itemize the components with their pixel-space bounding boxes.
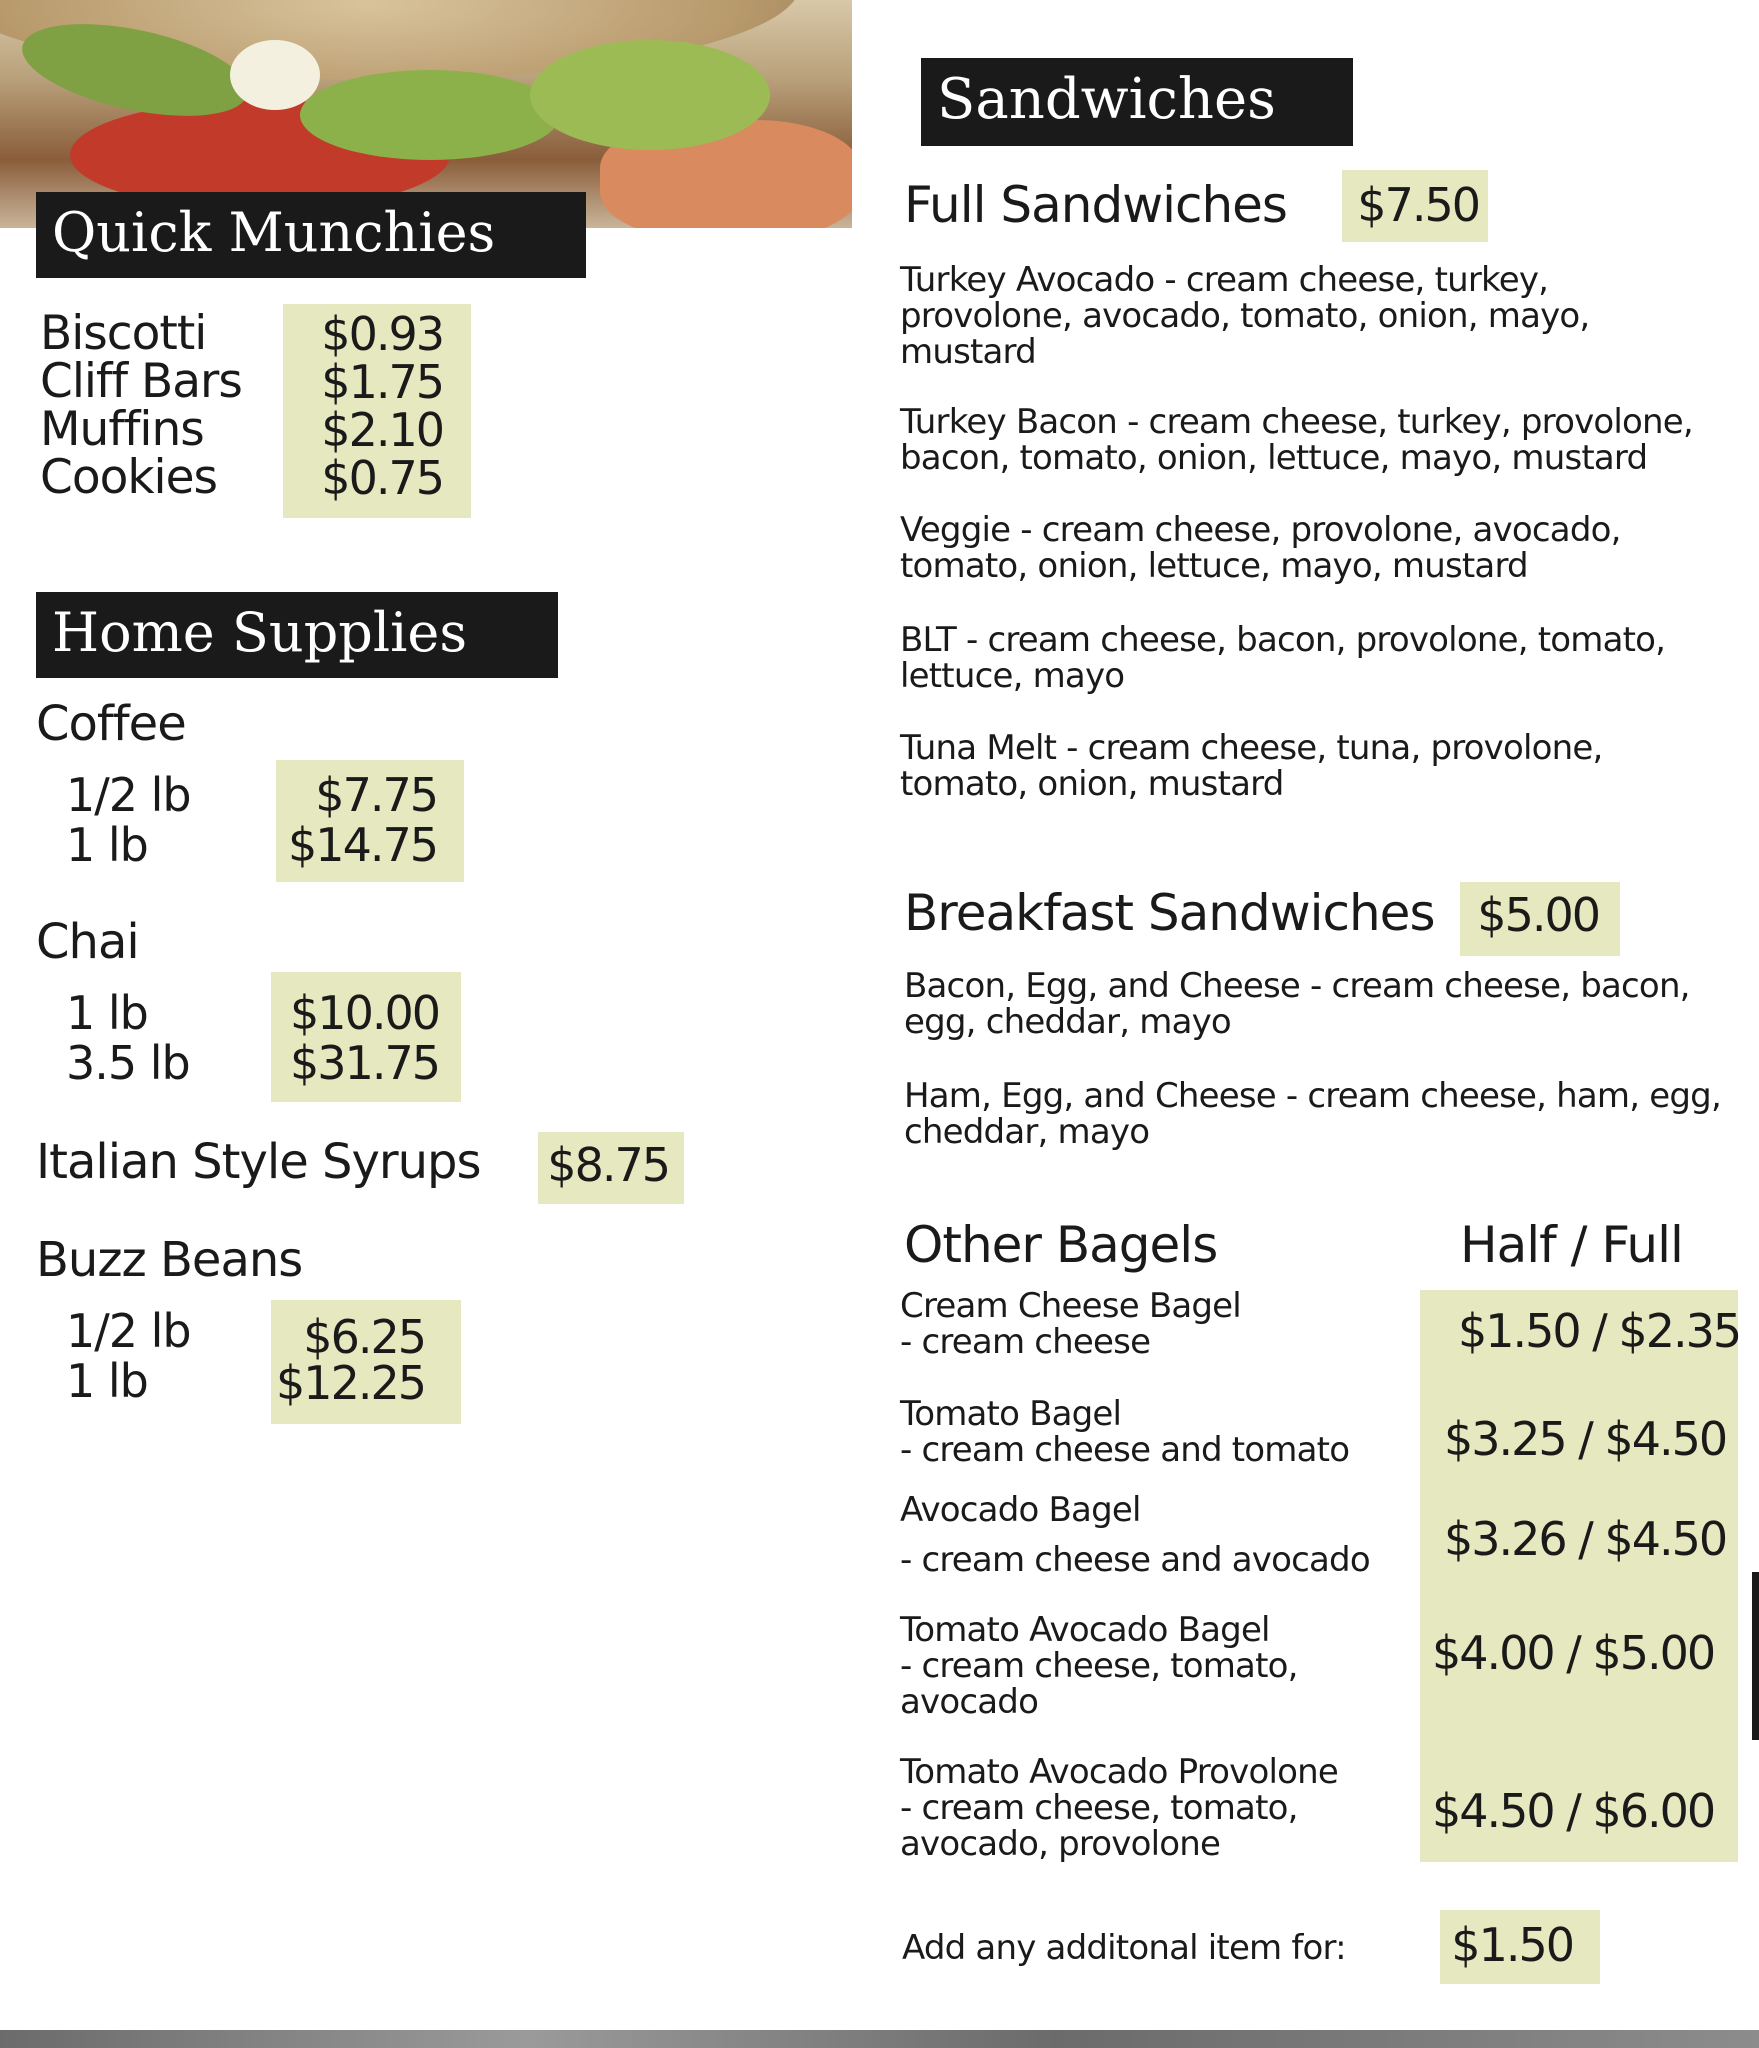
sandwiches-heading: Sandwiches	[921, 58, 1353, 146]
breakfast-price: $5.00	[1477, 888, 1599, 942]
bagel-desc: - cream cheese	[900, 1322, 1151, 1362]
item-price: $2.10	[321, 403, 443, 457]
bagel-name: Tomato Bagel	[900, 1394, 1122, 1434]
quick-munchies-heading: Quick Munchies	[36, 192, 586, 278]
bagel-name: Tomato Avocado Provolone	[900, 1752, 1338, 1792]
breakfast-sandwiches-title: Breakfast Sandwiches	[904, 884, 1435, 942]
buzz-beans-label: Buzz Beans	[36, 1232, 303, 1288]
sandwich-item: Tuna Melt - cream cheese, tuna, provolone, tomato, onion, mustard	[900, 728, 1603, 804]
size-label: 1 lb	[66, 818, 148, 872]
size-label: 1 lb	[66, 1354, 148, 1408]
size-label: 1 lb	[66, 986, 148, 1040]
bagel-price: $3.25 / $4.50	[1444, 1412, 1727, 1466]
item-price: $10.00	[290, 986, 439, 1040]
sandwich-item: Bacon, Egg, and Cheese - cream cheese, bacon, egg, cheddar, mayo	[904, 966, 1690, 1042]
bagel-price-box	[1420, 1290, 1741, 1862]
bagel-desc: - cream cheese and avocado	[900, 1540, 1370, 1580]
size-label: 3.5 lb	[66, 1036, 190, 1090]
bagel-desc: - cream cheese and tomato	[900, 1430, 1350, 1470]
list-item: Cliff Bars	[40, 354, 242, 409]
sandwich-item: Veggie - cream cheese, provolone, avocado, tomato, onion, lettuce, mayo, mustard	[900, 510, 1621, 586]
coffee-label: Coffee	[36, 696, 186, 752]
item-price: $1.75	[321, 355, 443, 409]
item-price: $8.75	[547, 1138, 669, 1192]
item-price: $6.25	[303, 1310, 425, 1364]
other-bagels-title: Other Bagels	[904, 1216, 1218, 1274]
item-price: $0.93	[321, 307, 443, 361]
additional-item-label: Add any additonal item for:	[902, 1928, 1346, 1968]
bagel-name: Cream Cheese Bagel	[900, 1286, 1241, 1326]
item-price: $14.75	[288, 818, 437, 872]
item-price: $31.75	[290, 1036, 439, 1090]
home-supplies-heading: Home Supplies	[36, 592, 558, 678]
bagel-price: $1.50 / $2.35	[1458, 1304, 1741, 1358]
bottom-edge	[0, 2030, 1759, 2048]
size-label: 1/2 lb	[66, 768, 191, 822]
bagel-price: $3.26 / $4.50	[1444, 1512, 1727, 1566]
sandwich-item: Turkey Avocado - cream cheese, turkey, provolone, avocado, tomato, onion, mayo, mustard	[900, 260, 1590, 372]
item-price: $7.75	[315, 768, 437, 822]
item-price: $12.25	[276, 1356, 425, 1410]
half-full-header: Half / Full	[1460, 1216, 1683, 1274]
full-sandwiches-price: $7.50	[1357, 178, 1479, 232]
additional-price: $1.50	[1451, 1918, 1573, 1972]
bagel-desc: - cream cheese, tomato, avocado	[900, 1646, 1298, 1722]
item-price: $0.75	[321, 451, 443, 505]
bagel-name: Avocado Bagel	[900, 1490, 1141, 1530]
syrups-label: Italian Style Syrups	[36, 1134, 481, 1190]
bagel-price: $4.00 / $5.00	[1432, 1626, 1715, 1680]
list-item: Biscotti	[40, 306, 207, 361]
bagel-name: Tomato Avocado Bagel	[900, 1610, 1270, 1650]
sandwich-item: Ham, Egg, and Cheese - cream cheese, ham, egg, cheddar, mayo	[904, 1076, 1721, 1152]
edge-mark	[1752, 1572, 1759, 1740]
sandwich-item: BLT - cream cheese, bacon, provolone, tomato, lettuce, mayo	[900, 620, 1666, 696]
chai-label: Chai	[36, 914, 139, 970]
sandwich-item: Turkey Bacon - cream cheese, turkey, provolone, bacon, tomato, onion, lettuce, mayo, mustard	[900, 402, 1693, 478]
list-item: Muffins	[40, 402, 204, 457]
full-sandwiches-title: Full Sandwiches	[904, 176, 1287, 234]
list-item: Cookies	[40, 450, 218, 505]
size-label: 1/2 lb	[66, 1304, 191, 1358]
bagel-desc: - cream cheese, tomato, avocado, provolone	[900, 1788, 1298, 1864]
bagel-price: $4.50 / $6.00	[1432, 1784, 1715, 1838]
